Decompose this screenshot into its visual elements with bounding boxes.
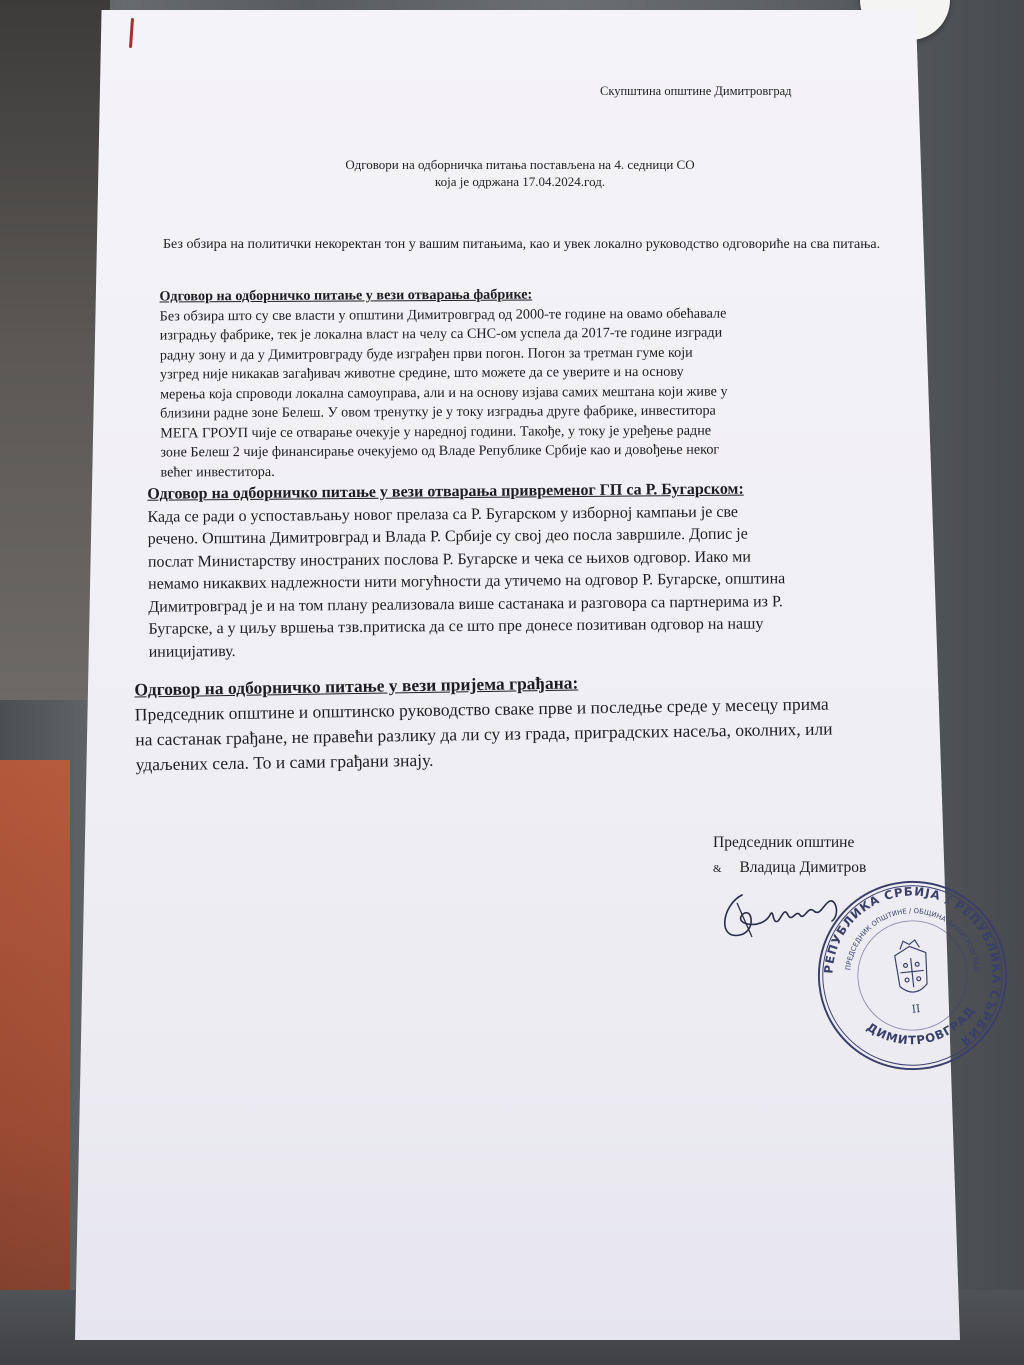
signatory-name: Владица Димитров bbox=[739, 859, 867, 876]
official-seal bbox=[805, 868, 1019, 1082]
section-line: послат Министарству иностраних послова Р. Бугарске и чека се њихов одговор. Иако ми bbox=[147, 548, 751, 571]
signatory-role: Председник општине bbox=[713, 834, 855, 851]
section-line: на састанак грађане, не правећи разлику да ли су из града, приградских насеља, околних, или bbox=[135, 718, 833, 750]
section-border-crossing bbox=[147, 478, 786, 664]
title-line-1: Одговори на одборничка питања постављена на 4. седници СО bbox=[345, 157, 695, 172]
section-line: иницијативу. bbox=[148, 642, 236, 661]
section-line: близини радне зоне Белеш. У овом тренутку је у току изградња друге фабрике, инвеститора bbox=[160, 402, 716, 422]
section-line: радну зону и да у Димитровграду буде изграђен први погон. Погон за третман гуме који bbox=[159, 344, 693, 363]
section-line: Без обзира што су све власти у општини Димитровград од 2000-те године на овамо обећавале bbox=[159, 305, 727, 324]
assembly-header: Скупштина општине Димитровград bbox=[600, 84, 792, 98]
title-line-2: која је одржана 17.04.2024.год. bbox=[434, 174, 606, 189]
section-line: мерења која спроводи локална самоуправа, али и на основу изјава самих мештана који живе у bbox=[160, 383, 728, 402]
seal-inner-text: ПРЕДСЕДНИК ОПШТИНЕ / ОБЩИНА ДИМИТРОВГРАД bbox=[844, 907, 981, 972]
section-heading: Одговор на одборничко питање у вези пријема грађана: bbox=[134, 672, 579, 700]
background-red-object bbox=[0, 760, 70, 1365]
coat-of-arms-icon bbox=[893, 939, 929, 994]
seal-number: II bbox=[911, 1001, 921, 1016]
section-line: Када се ради о успостављању новог прелаза са Р. Бугарском у изборној кампањи је све bbox=[147, 503, 739, 526]
section-line: Димитровград је и на том плану реализовала више састанака и разговора са партнерима из Р. bbox=[148, 592, 783, 616]
seal-outer-text: РЕПУБЛИКА СРБИЈА / РЕПУБЛИКА СЪРБИЯ bbox=[821, 884, 1004, 1050]
section-heading: Одговор на одборничко питање у вези отварања привременог ГП са Р. Бугарском: bbox=[147, 480, 744, 503]
document-title bbox=[260, 156, 780, 190]
section-line: зоне Белеш 2 чије финансирање очекујемо од Владе Републике Србије као и довођење неког bbox=[160, 441, 720, 461]
section-line: МЕГА ГРОУП чије се отварање очекује у наредној години. Такође, у току је уређење радне bbox=[160, 422, 712, 441]
seal-bottom-text: ДИМИТРОВГРАД bbox=[864, 1003, 978, 1048]
section-line: удаљених села. То и сами грађани знају. bbox=[135, 749, 434, 775]
signature-block bbox=[713, 830, 866, 882]
section-line: немамо никаквих надлежности нити могућности да утичемо на одговор Р. Бугарске, општина bbox=[148, 570, 786, 593]
intro-paragraph: Без обзира на политички некоректан тон у вашим питањима, као и увек локално руководство одговориће на сва питања. bbox=[163, 237, 881, 252]
section-body bbox=[135, 692, 833, 778]
section-body bbox=[147, 501, 786, 664]
section-line: Председник општине и општинско руководство сваке прве и последње среде у месецу прима bbox=[134, 693, 829, 725]
section-line: речено. Општина Димитровград и Влада Р. Србије су свој део посла завршиле. Допис је bbox=[147, 525, 748, 548]
section-line: Бугарске, а у циљу вршења тзв.притиска да се што пре донесе позитиван одговор на нашу bbox=[148, 615, 764, 638]
section-line: већег инвеститора. bbox=[160, 463, 275, 480]
section-factory bbox=[159, 285, 727, 483]
section-heading: Одговор на одборничко питање у вези отварања фабрике: bbox=[159, 286, 533, 305]
section-line: изградњу фабрике, тек је локална власт на челу са СНС-ом успела да 2017-те године изгради bbox=[159, 324, 723, 344]
section-citizen-reception bbox=[134, 667, 833, 778]
signatory-name-line bbox=[713, 855, 866, 882]
section-line: узгред није никакав загађивач животне средине, што можете да се уверите и на основу bbox=[159, 363, 684, 383]
section-body bbox=[160, 304, 728, 482]
signatory-prefix: & bbox=[713, 863, 722, 875]
svg-text:ДИМИТРОВГРАД bbox=[862, 1002, 980, 1052]
